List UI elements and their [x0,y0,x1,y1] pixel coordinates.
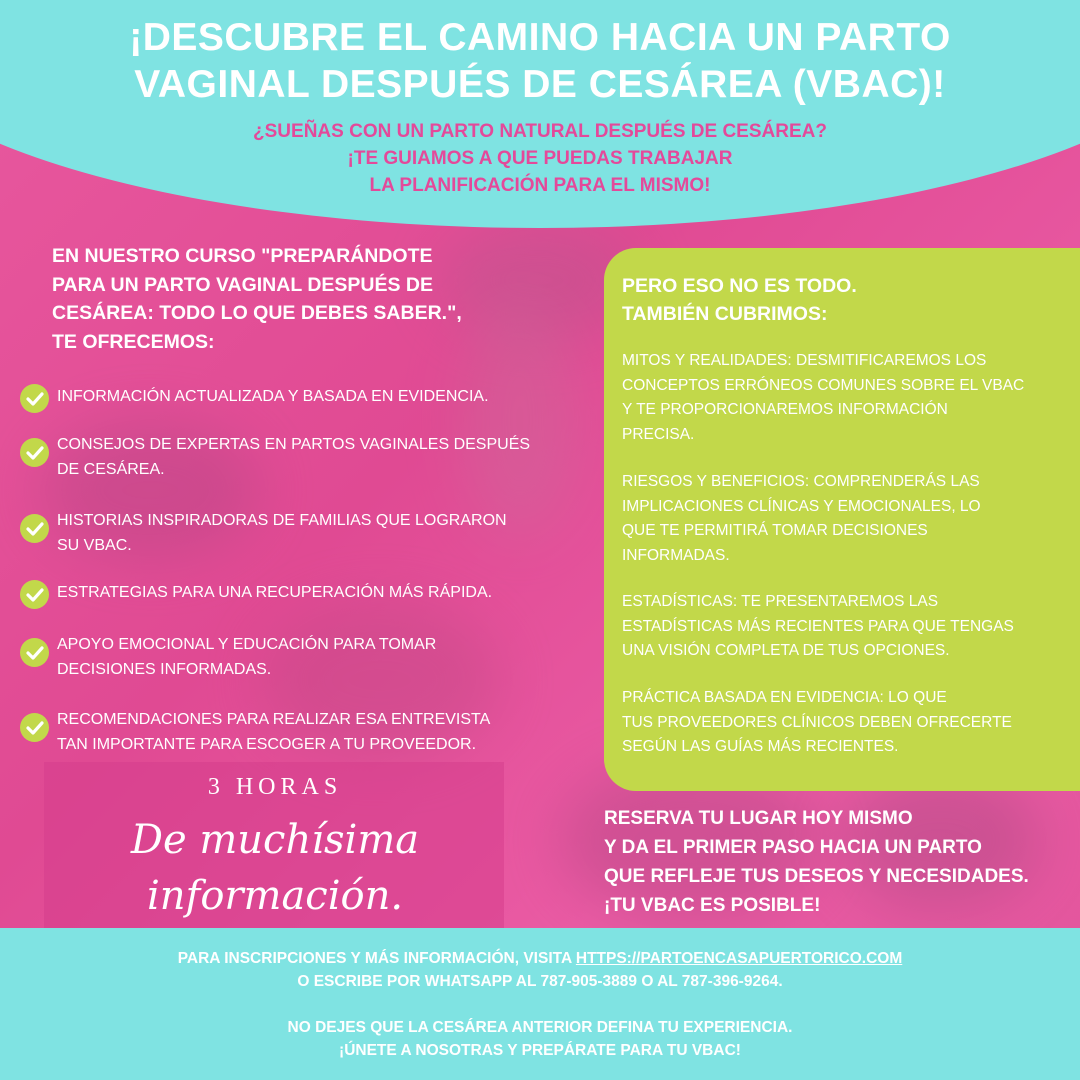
footer-whatsapp-line: O ESCRIBE POR WHATSAPP AL 787-905-3889 O AL 787-396-9264. [297,973,783,990]
benefit-text: APOYO EMOCIONAL Y EDUCACIÓN PARA TOMAR DECISIONES INFORMADAS. [57,636,437,678]
topics-heading: PERO ESO NO ES TODO. TAMBIÉN CUBRIMOS: [622,275,857,325]
topic-item: MITOS Y REALIDADES: DESMITIFICAREMOS LOS CONCEPTOS ERRÓNEOS COMUNES SOBRE EL VBAC Y TE PROPORCIONAREMOS INFORMACIÓN PRECISA. [622,352,1025,443]
check-icon [20,638,49,667]
benefit-item [20,432,580,482]
topic-item: RIESGOS Y BENEFICIOS: COMPRENDERÁS LAS IMPLICACIONES CLÍNICAS Y EMOCIONALES, LO QUE TE PERMITIRÁ TOMAR DECISIONES INFORMADAS. [622,473,981,564]
check-icon [20,384,49,413]
duration-hours: 3 HORAS [207,774,343,800]
call-to-action: RESERVA TU LUGAR HOY MISMO Y DA EL PRIMER PASO HACIA UN PARTO QUE REFLEJE TUS DESEOS Y NECESIDADES. ¡TU VBAC ES POSIBLE! [604,808,1029,916]
benefit-item [20,508,580,558]
check-icon [20,580,49,609]
page-subtitle: ¿SUEÑAS CON UN PARTO NATURAL DESPUÉS DE CESÁREA? ¡TE GUIAMOS A QUE PUEDAS TRABAJAR LA PLANIFICACIÓN PARA EL MISMO! [253,121,827,196]
benefit-text: RECOMENDACIONES PARA REALIZAR ESA ENTREVISTA TAN IMPORTANTE PARA ESCOGER A TU PROVEEDOR. [57,711,491,753]
check-icon [20,438,49,467]
footer-contact-line [0,948,1080,970]
topic-item: ESTADÍSTICAS: TE PRESENTAREMOS LAS ESTADÍSTICAS MÁS RECIENTES PARA QUE TENGAS UNA VISIÓN COMPLETA DE TUS OPCIONES. [622,593,1014,659]
website-link[interactable]: HTTPS://PARTOENCASAPUERTORICO.COM [575,950,903,967]
benefit-text: HISTORIAS INSPIRADORAS DE FAMILIAS QUE LOGRARON SU VBAC. [57,512,507,554]
benefit-item [20,707,580,757]
benefit-item [20,384,580,413]
duration-tagline: De muchísima información. [130,817,420,919]
benefit-item [20,580,580,609]
footer-closing-line: NO DEJES QUE LA CESÁREA ANTERIOR DEFINA TU EXPERIENCIA. [287,1019,793,1036]
benefit-text: INFORMACIÓN ACTUALIZADA Y BASADA EN EVIDENCIA. [57,388,489,405]
benefit-text: ESTRATEGIAS PARA UNA RECUPERACIÓN MÁS RÁPIDA. [57,584,493,601]
check-icon [20,713,49,742]
page-title: ¡DESCUBRE EL CAMINO HACIA UN PARTO VAGINAL DESPUÉS DE CESÁREA (VBAC)! [129,16,951,106]
topic-item: PRÁCTICA BASADA EN EVIDENCIA: LO QUE TUS PROVEEDORES CLÍNICOS DEBEN OFRECERTE SEGÚN LAS GUÍAS MÁS RECIENTES. [622,689,1012,755]
footer-contact-prefix: PARA INSCRIPCIONES Y MÁS INFORMACIÓN, VISITA [177,950,576,967]
footer-banner [0,928,1080,1080]
footer-closing-line: ¡ÚNETE A NOSOTRAS Y PREPÁRATE PARA TU VBAC! [339,1042,741,1059]
benefit-item [20,632,580,682]
check-icon [20,514,49,543]
course-intro: EN NUESTRO CURSO "PREPARÁNDOTE PARA UN PARTO VAGINAL DESPUÉS DE CESÁREA: TODO LO QUE DEBES SABER.", TE OFRECEMOS: [52,245,462,353]
benefit-text: CONSEJOS DE EXPERTAS EN PARTOS VAGINALES DESPUÉS DE CESÁREA. [57,436,531,478]
